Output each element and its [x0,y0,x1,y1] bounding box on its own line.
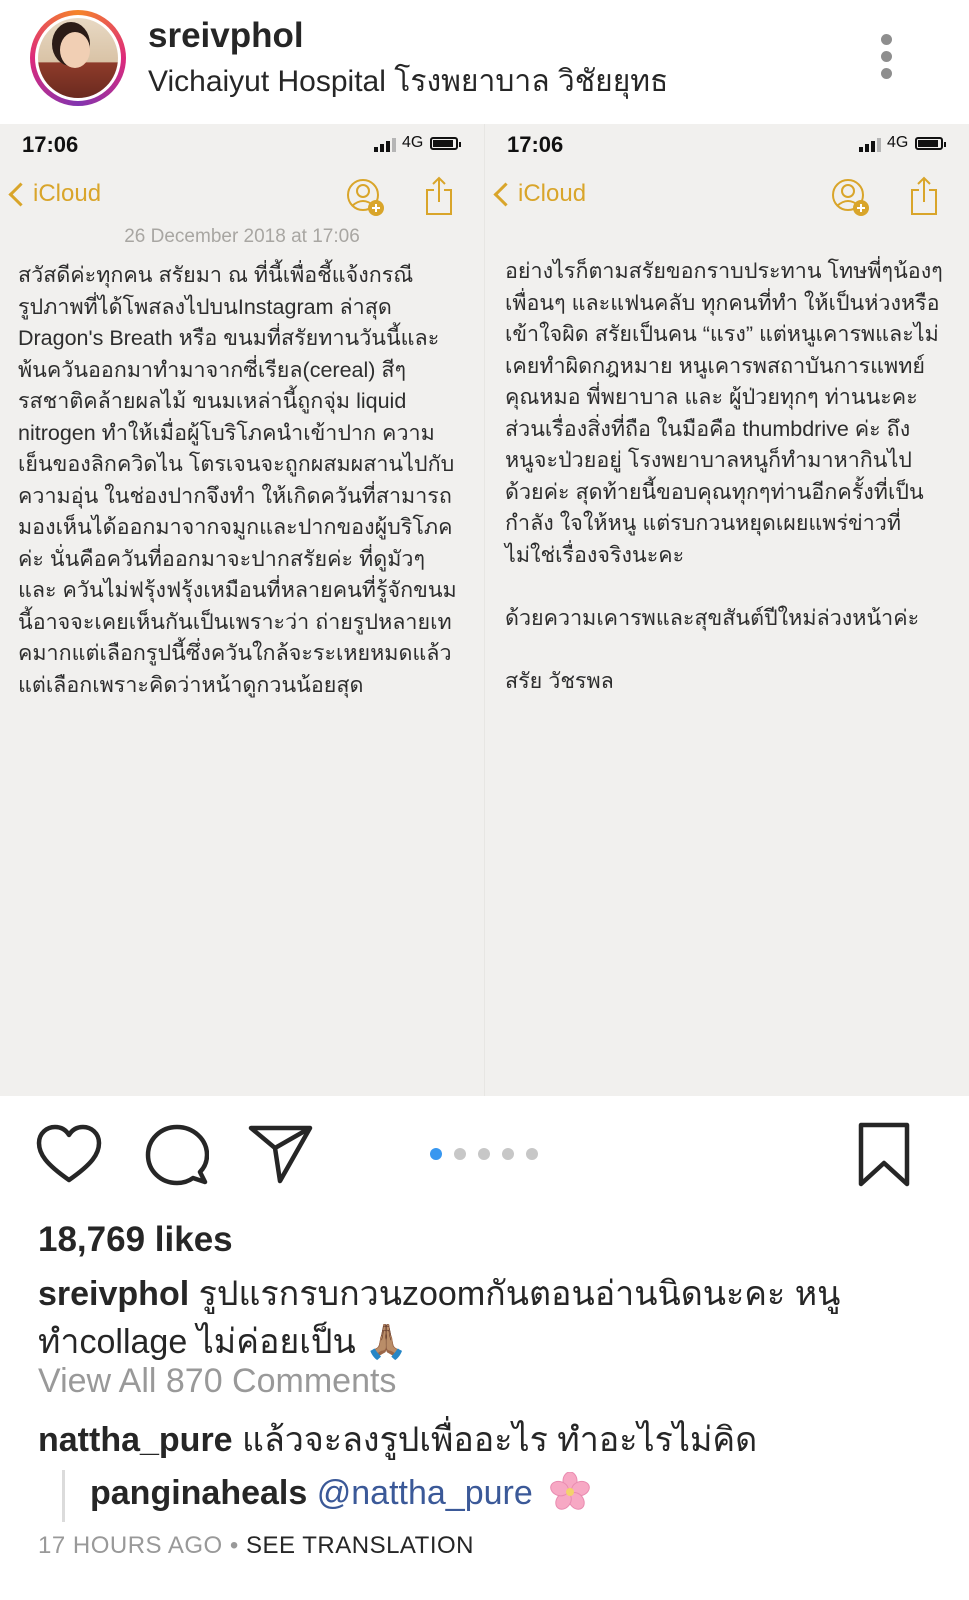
back-label: iCloud [518,180,587,207]
note-line: Dragon's Breath หรือ ขนมที่สรัยทานวันนี้และ [18,326,440,350]
export-icon[interactable] [424,176,454,216]
comment-reply [90,1472,590,1513]
note-line: คมากแต่เลือกรูปนี้ซึ่งควันใกล้จะระเหยหมดแล้ว [18,641,452,665]
post-photo[interactable] [0,124,969,1096]
comment-icon[interactable] [145,1124,209,1186]
bookmark-icon[interactable] [858,1122,910,1188]
see-translation-link[interactable]: SEE TRANSLATION [245,1532,474,1559]
note-line: คุณหมอ พี่พยาบาล และ ผู้ป่วยทุกๆ ท่านนะคะ [505,385,918,409]
battery-icon [430,137,458,150]
post-username[interactable]: sreivphol [148,16,304,55]
carousel-dot [454,1148,466,1160]
caption-username[interactable]: sreivphol [38,1275,190,1313]
mention-link[interactable]: @nattha_pure [316,1474,533,1512]
note-line: เย็นของลิกควิดไน โตรเจนจะถูกผสมผสานไปกับ [18,452,455,476]
note-body [18,260,468,701]
carousel-dot [502,1148,514,1160]
carousel-dot [526,1148,538,1160]
note-line: นี้อาจจะเคยเห็นกันเป็นเพราะว่า ถ่ายรูปหลายเท [18,609,452,634]
note-line: ด้วยค่ะ สุดท้ายนี้ขอบคุณทุกๆท่านอีกครั้งที่เป็น [505,479,924,504]
network-label: 4G [402,134,424,151]
note-line: แต่เลือกเพราะคิดว่าหน้าดูกวนน้อยสุด [18,672,364,697]
signal-icon [374,138,396,152]
battery-icon [915,137,943,150]
post-location[interactable]: Vichaiyut Hospital โรงพยาบาล วิชัยยุทธ [148,65,669,98]
avatar-image [35,15,121,101]
carousel-indicator [430,1148,550,1160]
carousel-dot [478,1148,490,1160]
note-line: และ ควันไม่ฟรุ้งฟรุ้งเหมือนที่หลายคนที่รู้จักขนม [18,578,457,602]
note-line: ส่วนเรื่องสิ่งที่ถือ ในมือคือ thumbdrive ค่ะ ถึง [505,416,911,441]
chevron-left-icon [8,182,32,206]
note-line: รูปภาพที่ได้โพสลงไปบนInstagram ล่าสุด [18,294,392,319]
left-phone-screenshot [0,124,484,1096]
note-line: รสชาติคล้ายผลไม้ ขนมเหล่านี้ถูกจุ่ม liquid [18,389,407,413]
meta-separator: • [222,1532,246,1559]
notes-nav [0,174,484,224]
note-line: เข้าใจผิด สรัยเป็นคน “แรง” แต่หนูเคารพและไม่ [505,322,939,346]
view-all-comments-link[interactable]: View All 870 Comments [38,1362,397,1400]
post-meta [38,1532,474,1560]
note-line: ค่ะ นั่นคือควันที่ออกมาจะปากสรัยค่ะ ที่ดูมัวๆ [18,546,425,571]
caption [38,1270,938,1366]
note-line: มองเห็นได้ออกมาจากจมูกและปากของผู้บริโภค [18,515,453,539]
avatar-photo [38,18,118,98]
share-icon[interactable] [248,1124,314,1184]
action-bar [0,1096,969,1196]
note-line: พ้นควันออกมาทำมาจากซี่เรียล(cereal) สีๆ [18,357,407,382]
avatar-face [60,32,90,68]
note-line: ด้วยความเคารพและสุขสันต์ปีใหม่ล่วงหน้าค่ะ [505,605,920,630]
comment-username[interactable]: panginaheals [90,1474,308,1512]
comment-username[interactable]: nattha_pure [38,1421,233,1459]
comment-text: แล้วจะลงรูปเพื่ออะไร ทำอะไรไม่คิด [242,1421,758,1459]
network-label: 4G [887,134,909,151]
carousel-dot [430,1148,442,1160]
back-button[interactable] [0,180,101,208]
caption-text-line1: รูปแรกรบกวนzoomกันตอนอ่านนิดนะคะ หนู [198,1275,841,1313]
status-bar [485,124,969,168]
note-date: 26 December 2018 at 17:06 [124,226,360,247]
note-line: กำลัง ใจให้หนู แต่รบกวนหยุดเผยแพร่ข่าวที่ [505,511,902,535]
note-line: nitrogen ทำให้เมื่อผู้โบริโภคนำเข้าปาก ความ [18,420,435,445]
back-button[interactable] [485,180,586,208]
caption-text-line2: ทำcollage ไม่ค่อยเป็น 🙏🏽 [38,1323,408,1361]
comment [38,1412,757,1466]
status-time: 17:06 [22,132,79,157]
note-line [505,634,955,666]
post-timestamp: 17 HOURS AGO [38,1532,223,1559]
add-person-icon[interactable] [346,178,386,218]
export-icon[interactable] [909,176,939,216]
note-line: เพื่อนๆ และแฟนคลับ ทุกคนที่ทำ ให้เป็นห่วงหรือ [505,290,940,315]
note-line: เคยทำผิดกฎหมาย หนูเคารพสถาบันการแพทย์ [505,353,925,378]
back-label: iCloud [33,180,102,207]
add-person-icon[interactable] [831,178,871,218]
note-line: สวัสดีค่ะทุกคน สรัยมา ณ ที่นี้เพื่อชี้แจ้งกรณี [18,263,414,287]
note-line: อย่างไรก็ตามสรัยขอกราบประทาน โทษพี่ๆน้องๆ [505,259,943,283]
signal-icon [859,138,881,152]
status-time: 17:06 [507,132,564,157]
notes-nav [485,174,969,224]
like-count[interactable]: 18,769 likes [38,1220,233,1259]
note-line: ความอุ่น ในช่องปากจึงทำ ให้เกิดควันที่สามารถ [18,483,452,508]
more-icon[interactable] [878,34,894,82]
note-line: สรัย วัชรพล [505,668,614,693]
avatar[interactable] [30,10,126,106]
note-line [505,571,955,603]
note-line: หนูจะป่วยอยู่ โรงพยาบาลหนูก็ทำมาหากินไป [505,448,912,472]
right-phone-screenshot [485,124,969,1096]
note-line: ไม่ใช่เรื่องจริงนะคะ [505,542,685,567]
post-header [0,0,969,124]
heart-icon[interactable] [36,1124,102,1184]
reply-indent-bar [62,1470,65,1522]
chevron-left-icon [493,182,517,206]
note-body [505,256,955,697]
status-bar [0,124,484,168]
flower-emoji [550,1472,590,1512]
